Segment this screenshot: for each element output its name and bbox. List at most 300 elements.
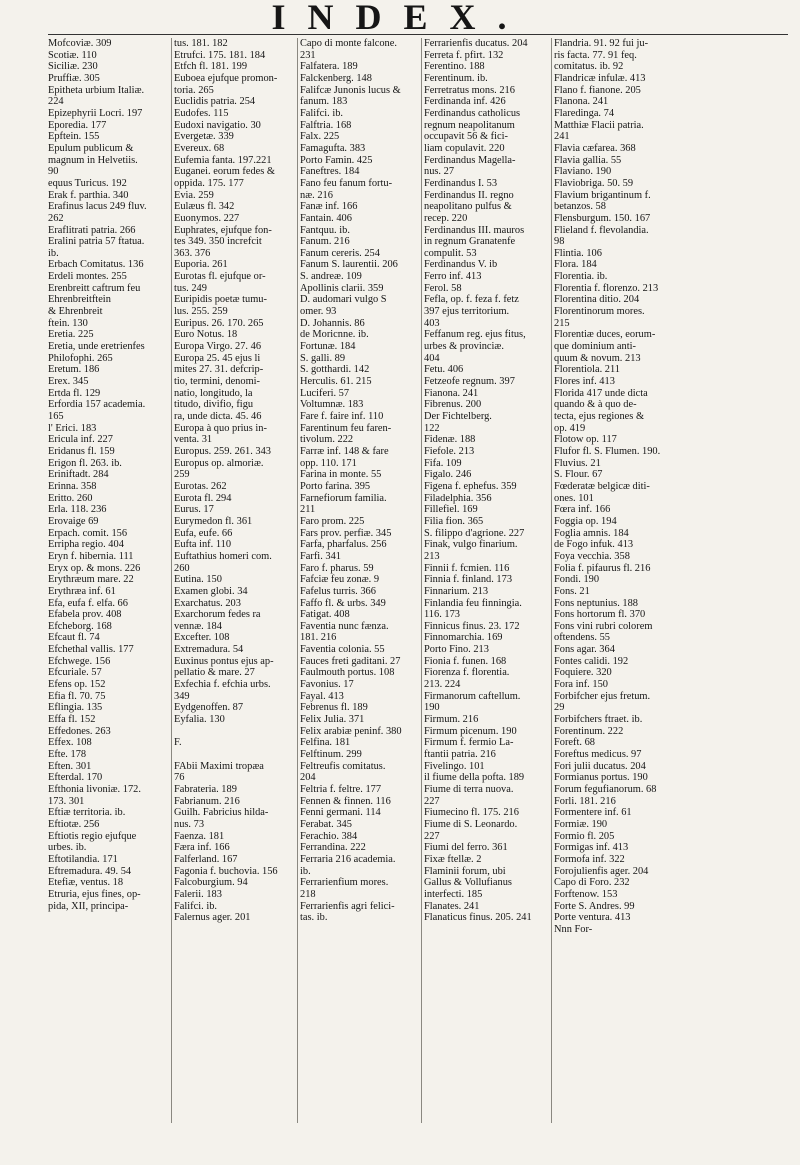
index-entry: Flaviano. 190 [554,166,612,178]
index-entry: 403 [424,317,440,329]
index-entry: Ferabat. 345 [300,818,352,830]
index-entry: Fiorenza f. florentia. [424,667,510,679]
index-entry: Filadelphia. 356 [424,492,492,504]
index-entry: Exarchorum fedes ra [174,609,261,621]
index-entry: interfecti. 185 [424,888,483,900]
index-entry: S. filippo d'agrione. 227 [424,527,525,539]
index-entry: Porte ventura. 413 [554,912,631,924]
index-entry: Foquiere. 320 [554,667,612,679]
index-entry: Scotiæ. 110 [48,49,97,61]
index-entry: venta. 31 [174,434,213,446]
index-entry: Fibrenus. 200 [424,399,482,411]
index-entry: Fennen & finnen. 116 [300,795,391,807]
index-entry: Eraflitrati patria. 266 [48,224,136,236]
index-entry: Fantain. 406 [300,212,352,224]
index-entry: Fiume di S. Leonardo. [424,818,518,830]
index-entry: Ferrarienfis ducatus. 204 [424,38,528,49]
index-entry: Falferland. 167 [174,853,238,865]
index-entry: Evia. 259 [174,189,214,201]
index-entry: Ehrenbreitftein [48,294,111,306]
index-entry: Eurymedon fl. 361 [174,515,253,527]
index-entry: Etfch fl. 181. 199 [174,61,248,73]
index-entry: Eudofes. 115 [174,107,229,119]
index-entry: Ferrandina. 222 [300,842,366,854]
index-entry: 260 [174,562,190,574]
index-entry: S. gotthardi. 142 [300,364,370,376]
index-entry: Fondi. 190 [554,574,600,586]
index-entry: Fenni germani. 114 [300,807,381,819]
index-entry: Eralini patria 57 ftatua. [48,236,145,248]
index-entry: 211 [300,504,316,516]
index-entry: Forum fegufianorum. 68 [554,784,657,795]
index-entry: Europus. 259. 261. 343 [174,445,271,457]
index-entry: oppida. 175. 177 [174,177,244,189]
index-entry: Ferachio. 384 [300,830,358,842]
index-entry: de Moricnne. ib. [300,329,369,341]
index-entry: Forli. 181. 216 [554,795,616,807]
index-column-5 [554,38,674,1123]
index-entry: Efabela prov. 408 [48,609,122,621]
index-entry: 29 [554,702,565,714]
index-entry: in regnum Granatenfe [424,236,516,248]
index-entry: Flintia. 106 [554,247,602,259]
index-entry: Flavium brigantinum f. [554,189,651,201]
index-entry: Florentia. ib. [554,271,608,283]
index-entry: Fivelingo. 101 [424,760,485,772]
index-entry: Fagonia f. buchovia. 156 [174,865,278,877]
index-entry: Eftotilandia. 171 [48,853,118,865]
index-entry: Florida 417 unde dicta [554,387,648,399]
index-entry: næ. 216 [300,189,333,201]
index-entry: lus. 255. 259 [174,306,228,318]
index-entry: betanzos. 58 [554,201,606,213]
index-entry: Florentiola. 211 [554,364,620,376]
index-entry: Eryx op. & mons. 226 [48,562,141,574]
index-entry: Efcaut fl. 74 [48,632,100,644]
index-entry: ftein. 130 [48,317,88,329]
index-entry: Ferol. 58 [424,282,462,294]
column-divider [421,38,422,1123]
index-entry: Foya vecchia. 358 [554,550,630,562]
index-entry: Ferretratus mons. 216 [424,84,515,96]
index-entry: Faro prom. 225 [300,515,365,527]
index-entry: Falifcæ Junonis lucus & [300,84,401,96]
index-entry: Efchethal vallis. 177 [48,644,134,656]
index-entry: Efia fl. 70. 75 [48,690,106,702]
index-column-2 [174,38,295,1123]
index-entry: Euboea ejufque promon- [174,72,278,84]
index-entry: Forbifcher ejus fretum. [554,690,651,702]
index-entry: Capo di monte falcone. [300,38,397,49]
index-entry: op. 419 [554,422,586,434]
index-column-1 [48,38,168,1123]
index-entry: Eritto. 260 [48,492,93,504]
index-entry: tecta, ejus regiones & [554,411,645,422]
index-entry: Finnii f. fcmien. 116 [424,562,510,574]
index-entry: Formiæ. 190 [554,818,608,830]
index-entry: Fons neptunius. 188 [554,597,638,609]
index-entry: quum & novum. 213 [554,352,641,364]
index-entry: 76 [174,772,185,784]
index-entry: Foreftus medicus. 97 [554,749,642,761]
index-entry: Efte. 178 [48,749,87,761]
index-entry: opp. 110. 171 [300,457,357,469]
index-entry: Flanona. 241 [554,96,609,108]
index-entry: 241 [554,131,570,143]
index-entry: Fori julii ducatus. 204 [554,760,646,772]
index-entry: Extremadura. 54 [174,644,244,656]
index-entry: Flora. 184 [554,259,597,271]
index-entry: Flufor fl. S. Flumen. 190. [554,445,661,457]
index-entry: Erinna. 358 [48,480,97,492]
index-entry: Faro f. pharus. 59 [300,562,374,574]
index-entry: Ferrarienfium mores. [300,877,389,889]
index-entry: Erythræa inf. 61 [48,585,116,597]
index-entry: Flaviobriga. 50. 59 [554,177,634,189]
header-rule [48,34,788,35]
index-entry: Luciferi. 57 [300,387,350,399]
index-entry: Euxinus pontus ejus ap- [174,655,274,667]
index-entry: Fare f. faire inf. 110 [300,411,384,422]
index-entry: Feltria f. feltre. 177 [300,784,382,795]
index-entry: Siciliæ. 230 [48,61,98,73]
index-entry: Fiumecino fl. 175. 216 [424,807,519,819]
index-entry: Erfordia 157 academia. [48,399,146,411]
index-entry: Erla. 118. 236 [48,504,107,516]
index-entry: Flieland f. flevolandia. [554,224,649,236]
index-entry: 213. 224 [424,679,461,691]
index-entry: Eurotas fl. ejufque or- [174,271,266,283]
index-entry: Fanum cereris. 254 [300,247,380,259]
index-entry: Faulmouth portus. 108 [300,667,395,679]
index-entry: Porto Fino. 213 [424,644,489,656]
index-entry: Eftremadura. 49. 54 [48,865,132,877]
index-entry: Faventia nunc fænza. [300,620,389,632]
index-entry: Falx. 225 [300,131,340,143]
index-entry: Capo di Foro. 232 [554,877,630,889]
index-entry: Fons agar. 364 [554,644,615,656]
index-entry: Foglia amnis. 184 [554,527,629,539]
index-entry: Feltreufis comitatus. [300,760,386,772]
index-entry: FAbii Maximi tropæa [174,760,264,772]
index-entry: l' Erici. 183 [48,422,97,434]
index-entry: Farfa, pharfalus. 256 [300,539,387,551]
index-entry: Foggia op. 194 [554,515,617,527]
index-entry: Examen globi. 34 [174,585,248,597]
index-entry: Euftathius homeri com. [174,550,272,562]
index-entry: Erpach. comit. 156 [48,527,128,539]
index-entry: recep. 220 [424,212,468,224]
index-entry: Eutina. 150 [174,574,222,586]
index-entry: Forentinum. 222 [554,725,624,737]
index-entry: Ferdinandus II. regno [424,189,514,201]
index-entry: S. andreæ. 109 [300,271,362,283]
index-entry: Eridanus fl. 159 [48,445,115,457]
index-entry: Fanum. 216 [300,236,350,248]
index-entry: Finnicus finus. 23. 172 [424,620,520,632]
index-entry: Euripus. 26. 170. 265 [174,317,264,329]
index-entry: Fœra inf. 166 [554,504,611,516]
index-entry: Euclidis patria. 254 [174,96,256,108]
index-entry: Farræ inf. 148 & fare [300,445,389,457]
index-entry: 259 [174,469,190,481]
index-entry: Eftiotæ. 256 [48,818,100,830]
index-entry: fanum. 183 [300,96,348,108]
index-entry: Ericula inf. 227 [48,434,113,446]
index-entry: Ferro inf. 413 [424,271,482,283]
index-entry: Flanaticus finus. 205. 241 [424,912,532,924]
index-entry: Fiumi del ferro. 361 [424,842,508,854]
index-entry: titudo, divifio, figu [174,399,254,411]
index-entry: natio, longitudo, la [174,387,253,399]
index-entry: Firmum. 216 [424,714,479,726]
index-entry: Finlandia feu finningia. [424,597,522,609]
index-entry: nus. 27 [424,166,455,178]
index-entry: 231 [300,49,316,61]
index-entry: Efterdal. 170 [48,772,103,784]
index-entry: ris facta. 77. 91 feq. [554,49,637,61]
index-entry: liam copulavit. 220 [424,142,505,154]
index-entry: Nnn For- [554,923,593,935]
index-entry: Firmanorum caftellum. [424,690,521,702]
index-entry: Euonymos. 227 [174,212,240,224]
index-entry: Euporia. 261 [174,259,228,271]
index-entry: Eflingia. 135 [48,702,103,714]
index-entry: Euphrates, ejufque fon- [174,224,272,236]
index-entry: Eporedia. 177 [48,119,107,131]
index-entry: Falfatera. 189 [300,61,358,73]
index-entry: Fianona. 241 [424,387,479,399]
index-entry: 363. 376 [174,247,211,259]
index-entry: Faneftres. 184 [300,166,360,178]
index-entry: 404 [424,352,440,364]
index-entry: Farina in monte. 55 [300,469,382,481]
index-entry: Eriniftadt. 284 [48,469,109,481]
index-entry: Ferentinum. ib. [424,72,488,84]
index-entry: Falckenberg. 148 [300,72,372,84]
index-entry: Fifa. 109 [424,457,462,469]
index-entry: Flanates. 241 [424,900,480,912]
index-entry: Eydgenoffen. 87 [174,702,244,714]
index-entry: Effedones. 263 [48,725,111,737]
index-entry: Farentinum feu faren- [300,422,392,434]
index-entry: 262 [48,212,64,224]
index-entry: 90 [48,166,59,178]
index-entry: Fano feu fanum fortu- [300,177,393,189]
index-entry: Porto Famin. 425 [300,154,373,166]
index-entry: Faffo fl. & urbs. 349 [300,597,386,609]
index-entry: regnum neapolitanum [424,119,515,131]
index-entry: Europus op. almoriæ. [174,457,264,469]
index-entry: Erafinus lacus 249 fluv. [48,201,147,213]
index-entry: Flavia cæfarea. 368 [554,142,636,154]
index-entry: Gallus & Vollufianus [424,877,512,889]
index-entry: Fanæ inf. 166 [300,201,358,213]
index-entry: Fetzeofe regnum. 397 [424,376,515,388]
index-entry: omer. 93 [300,306,337,318]
index-entry: Ferdinandus Magella- [424,154,516,166]
index-entry: Matthiæ Flacii patria. [554,119,644,131]
index-entry: comitatus. ib. 92 [554,61,624,73]
index-entry: Exarchatus. 203 [174,597,241,609]
index-entry: Fluvius. 21 [554,457,601,469]
index-entry: Formentere inf. 61 [554,807,632,819]
index-entry: Farnefiorum familia. [300,492,387,504]
index-entry: urbes. ib. [48,842,87,854]
index-entry: magnum in Helvetiis. [48,154,138,166]
index-entry: Exfechia f. efchia urbs. [174,679,271,691]
index-entry: Flano f. fianone. 205 [554,84,641,96]
index-entry: Fora inf. 150 [554,679,608,691]
index-entry: Formofa inf. 322 [554,853,625,865]
index-entry: 349 [174,690,190,702]
index-entry: Evergetæ. 339 [174,131,234,143]
index-entry: quando & à quo de- [554,399,637,411]
index-entry: Fidenæ. 188 [424,434,476,446]
index-entry: Felfina. 181 [300,737,351,749]
index-entry: tio, termini, denomi- [174,376,260,388]
index-entry: Falcoburgium. 94 [174,877,248,889]
index-entry: Eufemia fanta. 197.221 [174,154,272,166]
index-entry: Fiefole. 213 [424,445,475,457]
index-entry: F. [174,737,182,749]
index-column-4 [424,38,548,1123]
index-entry: Evereux. 68 [174,142,225,154]
index-entry: Efcheborg. 168 [48,620,112,632]
index-entry: Efchwege. 156 [48,655,111,667]
index-entry: de Fogo infuk. 413 [554,539,634,551]
index-entry: Febrenus fl. 189 [300,702,368,714]
index-entry: occupavit 56 & fici- [424,131,508,143]
index-entry: Epizephyrii Locri. 197 [48,107,143,119]
index-entry: Eretia, unde eretrienfes [48,341,145,353]
index-entry: Eftiotis regio ejufque [48,830,137,842]
index-entry: Erenbreitt caftrum feu [48,282,141,294]
index-entry: S. galli. 89 [300,352,346,364]
index-entry: Finnarium. 213 [424,585,489,597]
index-entry: Fionia f. funen. 168 [424,655,507,667]
index-entry: Eryn f. hibernia. 111 [48,550,134,562]
index-entry: Epitheta urbium Italiæ. [48,84,145,96]
index-entry: tas. ib. [300,912,328,924]
index-entry: Ferdinandus V. ib [424,259,498,271]
index-entry: ra, unde dicta. 45. 46 [174,411,262,422]
index-entry: Efens op. 152 [48,679,106,691]
index-entry: Felix Julia. 371 [300,714,365,726]
index-entry: Flaredinga. 74 [554,107,615,119]
index-entry: Erbach Comitatus. 136 [48,259,144,271]
index-entry: Ertda fl. 129 [48,387,101,399]
index-entry: Der Fichtelberg. [424,411,492,422]
index-entry: Faventia colonia. 55 [300,644,385,656]
index-entry: Fantquu. ib. [300,224,350,236]
index-entry: Falifci. ib. [174,900,217,912]
index-entry: 227 [424,830,440,842]
index-entry: 165 [48,411,64,422]
index-entry: Fefla, op. f. feza f. fetz [424,294,519,306]
index-entry [174,749,295,761]
index-entry: Famagufta. 383 [300,142,366,154]
index-entry: Excefter. 108 [174,632,230,644]
index-entry: Fillefiel. 169 [424,504,478,516]
index-entry: Fontes calidi. 192 [554,655,629,667]
index-entry: Eulæus fl. 342 [174,201,235,213]
index-entry: Mofcoviæ. 309 [48,38,112,49]
index-entry: Europa Virgo. 27. 46 [174,341,262,353]
index-entry: Figalo. 246 [424,469,472,481]
index-entry: D. audomari vulgo S [300,294,387,306]
index-entry: pellatio & mare. 27 [174,667,255,679]
index-entry: Euganei. eorum fedes & [174,166,275,178]
index-entry: 190 [424,702,440,714]
index-entry: Fabrateria. 189 [174,784,237,795]
index-entry: Eften. 301 [48,760,92,772]
column-divider [551,38,552,1123]
index-entry: Fauces freti gaditani. 27 [300,655,401,667]
index-entry: Fons vini rubri colorem [554,620,653,632]
index-entry: 397 ejus territorium. [424,306,510,318]
index-entry: Flandricæ infulæ. 413 [554,72,646,84]
index-entry: Epftein. 155 [48,131,100,143]
index-entry: Effa fl. 152 [48,714,96,726]
index-entry: Fanum S. laurentii. 206 [300,259,398,271]
index-entry: Epulum publicum & [48,142,134,154]
index-entry [174,726,295,738]
column-divider [297,38,298,1123]
index-entry: Fixæ ftellæ. 2 [424,853,482,865]
index-entry: Effex. 108 [48,737,92,749]
index-entry: Finnomarchia. 169 [424,632,503,644]
index-entry: Filia fion. 365 [424,515,484,527]
index-entry: Flandria. 91. 92 fui ju- [554,38,649,49]
index-entry: Formio fl. 205 [554,830,615,842]
index-entry: 224 [48,96,64,108]
index-entry: Erigon fl. 263. ib. [48,457,122,469]
index-entry: 116. 173 [424,609,460,621]
index-entry: Forte S. Andres. 99 [554,900,635,912]
index-entry: Fafelus turris. 366 [300,585,376,597]
index-entry: ib. [48,247,59,259]
index-entry: Etefiæ, ventus. 18 [48,877,124,889]
index-entry: Firmum f. fermio La- [424,737,514,749]
index-entry: Erdeli montes. 255 [48,271,127,283]
index-entry: tivolum. 222 [300,434,354,446]
index-entry: Ferdinandus III. mauros [424,224,525,236]
index-entry: Fayal. 413 [300,690,344,702]
index-entry: Erripha regio. 404 [48,539,124,551]
index-entry: Firmum picenum. 190 [424,725,517,737]
index-entry: Eurota fl. 294 [174,492,232,504]
index-entry: Flavia gallia. 55 [554,154,622,166]
index-entry: Eftiæ territoria. ib. [48,807,126,819]
index-entry: Erythræum mare. 22 [48,574,134,586]
index-entry: Ferraria 216 academia. [300,853,396,865]
index-entry: Finak, vulgo finarium. [424,539,518,551]
index-entry: Efthonia livoniæ. 172. [48,784,141,795]
index-entry: Flores inf. 413 [554,376,615,388]
index-entry: Etruria, ejus fines, op- [48,888,141,900]
index-entry: Eufta inf. 110 [174,539,232,551]
index-entry: Fetu. 406 [424,364,464,376]
index-entry: Folia f. pifaurus fl. 216 [554,562,651,574]
index-entry: 173. 301 [48,795,85,807]
index-entry: Erex. 345 [48,376,89,388]
index-entry: Felftinum. 299 [300,749,362,761]
index-entry: Eyfalia. 130 [174,714,225,726]
index-entry: Færa inf. 166 [174,842,230,854]
index-entry: & Ehrenbreit [48,306,103,318]
index-entry: Fars prov. perfiæ. 345 [300,527,392,539]
